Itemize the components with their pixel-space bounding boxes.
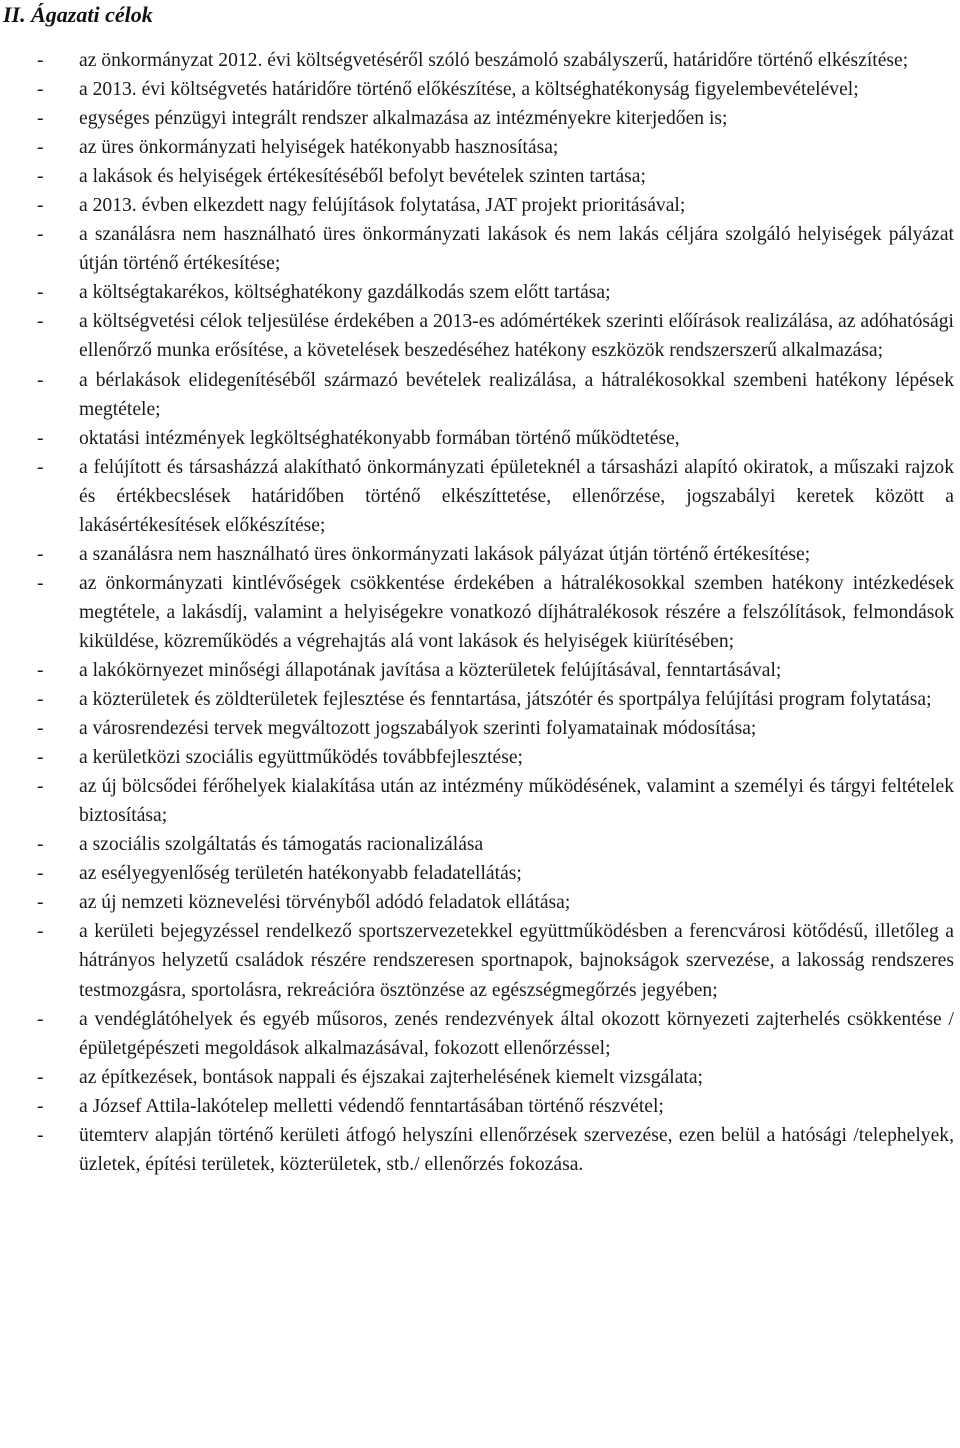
list-item-text: az építkezések, bontások nappali és éjszakai zajterhelésének kiemelt vizsgálata; <box>79 1066 703 1088</box>
list-bullet: - <box>37 572 44 594</box>
list-item <box>0 1063 960 1092</box>
list-bullet: - <box>37 50 44 71</box>
list-bullet: - <box>37 137 44 159</box>
list-item-text: a városrendezési tervek megváltozott jogszabályok szerinti folyamatainak módosítása; <box>79 718 757 740</box>
list-bullet: - <box>37 311 44 333</box>
list-item-text: a kerületközi szociális együttműködés továbbfejlesztése; <box>79 747 523 769</box>
list-item <box>0 685 960 714</box>
list-item <box>0 1005 960 1063</box>
section-title: II. Ágazati célok <box>3 2 153 27</box>
list-item <box>0 772 960 830</box>
list-item <box>0 104 960 133</box>
list-item <box>0 540 960 569</box>
goal-list <box>0 46 960 1179</box>
list-bullet: - <box>37 747 44 769</box>
list-item <box>0 133 960 162</box>
list-item-text: a költségvetési célok teljesülése érdekében a 2013-es adómértékek szerinti előírások realizálása, az adóhatósági ellenőrző munka erősítése, a követelések beszedéséhez hatékony eszközök rendszerszerű alkalmazása; <box>79 311 954 362</box>
list-bullet: - <box>37 79 44 101</box>
list-item-text: a lakások és helyiségek értékesítéséből befolyt bevételek szinten tartása; <box>79 166 646 188</box>
list-item <box>0 307 960 365</box>
list-item-text: a 2013. évben elkezdett nagy felújítások folytatása, JAT projekt prioritásával; <box>79 195 686 217</box>
list-item-text: az önkormányzat 2012. évi költségvetéséről szóló beszámoló szabályszerű, határidőre történő elkészítése; <box>79 50 909 71</box>
list-bullet: - <box>37 863 44 885</box>
list-item <box>0 743 960 772</box>
list-item-text: a 2013. évi költségvetés határidőre történő előkészítése, a költséghatékonyság figyelembevételével; <box>79 79 859 101</box>
list-item <box>0 830 960 859</box>
list-item-text: egységes pénzügyi integrált rendszer alkalmazása az intézményekre kiterjedően is; <box>79 108 728 130</box>
list-item-text: a költségtakarékos, költséghatékony gazdálkodás szem előtt tartása; <box>79 282 611 304</box>
list-item-text: a kerületi bejegyzéssel rendelkező sportszervezetekkel együttműködésben a ferencvárosi kötődésű, illetőleg a hátrányos helyzetű családok részére rendszeresen sportnapok, bajnokságok szervezése, a lakosság rendszeres testmozgásra, sportolásra, rekreációra ösztönzése az egészségmegőrzés jegyében; <box>79 921 954 1001</box>
list-item-text: a bérlakások elidegenítéséből származó bevételek realizálása, a hátralékosokkal szembeni hatékony lépések megtétele; <box>79 369 954 420</box>
list-item <box>0 1121 960 1179</box>
list-item <box>0 220 960 278</box>
list-item <box>0 859 960 888</box>
list-bullet: - <box>37 659 44 681</box>
list-bullet: - <box>37 892 44 914</box>
list-item-text: a lakókörnyezet minőségi állapotának javítása a közterületek felújításával, fenntartásával; <box>79 659 782 681</box>
list-bullet: - <box>37 1066 44 1088</box>
list-item-text: az új bölcsődei férőhelyek kialakítása után az intézmény működésének, valamint a személyi és tárgyi feltételek biztosítása; <box>79 776 954 827</box>
list-item <box>0 162 960 191</box>
list-bullet: - <box>37 689 44 711</box>
list-bullet: - <box>37 718 44 740</box>
list-bullet: - <box>37 166 44 188</box>
list-item-text: oktatási intézmények legköltséghatékonyabb formában történő működtetése, <box>79 427 680 449</box>
list-item <box>0 1092 960 1121</box>
list-bullet: - <box>37 456 44 478</box>
list-item-text: az esélyegyenlőség területén hatékonyabb feladatellátás; <box>79 863 522 885</box>
list-item-text: a szanálásra nem használható üres önkormányzati lakások pályázat útján történő értékesítése; <box>79 543 811 565</box>
list-item-text: a szanálásra nem használható üres önkormányzati lakások és nem lakás céljára szolgáló helyiségek pályázat útján történő értékesítése; <box>79 224 954 275</box>
list-item <box>0 191 960 220</box>
list-bullet: - <box>37 369 44 391</box>
list-bullet: - <box>37 1095 44 1117</box>
list-item <box>0 278 960 307</box>
list-item-text: a vendéglátóhelyek és egyéb műsoros, zenés rendezvények által okozott környezeti zajterhelés csökkentése /épületgépészeti megoldások alkalmazásával, fokozott ellenőrzéssel; <box>79 1008 954 1059</box>
list-item-text: a közterületek és zöldterületek fejlesztése és fenntartása, játszótér és sportpálya felújítási program folytatása; <box>79 689 932 711</box>
list-bullet: - <box>37 427 44 449</box>
list-item <box>0 888 960 917</box>
list-item <box>0 424 960 453</box>
list-item <box>0 46 960 75</box>
list-item <box>0 453 960 540</box>
list-bullet: - <box>37 108 44 130</box>
list-bullet: - <box>37 776 44 798</box>
list-bullet: - <box>37 834 44 856</box>
list-bullet: - <box>37 195 44 217</box>
list-bullet: - <box>37 1124 44 1146</box>
list-item <box>0 656 960 685</box>
list-item-text: a szociális szolgáltatás és támogatás racionalizálása <box>79 834 484 856</box>
list-item-text: az önkormányzati kintlévőségek csökkentése érdekében a hátralékosokkal szemben hatékony intézkedések megtétele, a lakásdíj, valamint a helyiségekre vonatkozó díjhátralékosok részére a felszólítások, felmondások kiküldése, közreműködés a végrehajtás alá vont lakások és helyiségek kiürítésében; <box>79 572 954 652</box>
list-bullet: - <box>37 1008 44 1030</box>
list-item <box>0 569 960 656</box>
list-bullet: - <box>37 543 44 565</box>
list-item-text: ütemterv alapján történő kerületi átfogó helyszíni ellenőrzések szervezése, ezen belül a hatósági /telephelyek, üzletek, építési területek, közterületek, stb./ ellenőrzés fokozása. <box>79 1124 954 1175</box>
list-item <box>0 366 960 424</box>
list-item <box>0 917 960 1004</box>
list-bullet: - <box>37 921 44 943</box>
list-item-text: a József Attila-lakótelep melletti védendő fenntartásában történő részvétel; <box>79 1095 664 1117</box>
list-item <box>0 714 960 743</box>
list-bullet: - <box>37 224 44 246</box>
list-item-text: az új nemzeti köznevelési törvényből adódó feladatok ellátása; <box>79 892 571 914</box>
list-item-text: a felújított és társasházzá alakítható önkormányzati épületeknél a társasházi alapító okiratok, a műszaki rajzok és értékbecslések határidőben történő elkészíttetése, ellenőrzése, jogszabályi keretek között a lakásértékesítések előkészítése; <box>79 456 954 536</box>
list-item-text: az üres önkormányzati helyiségek hatékonyabb hasznosítása; <box>79 137 559 159</box>
list-bullet: - <box>37 282 44 304</box>
list-item <box>0 75 960 104</box>
